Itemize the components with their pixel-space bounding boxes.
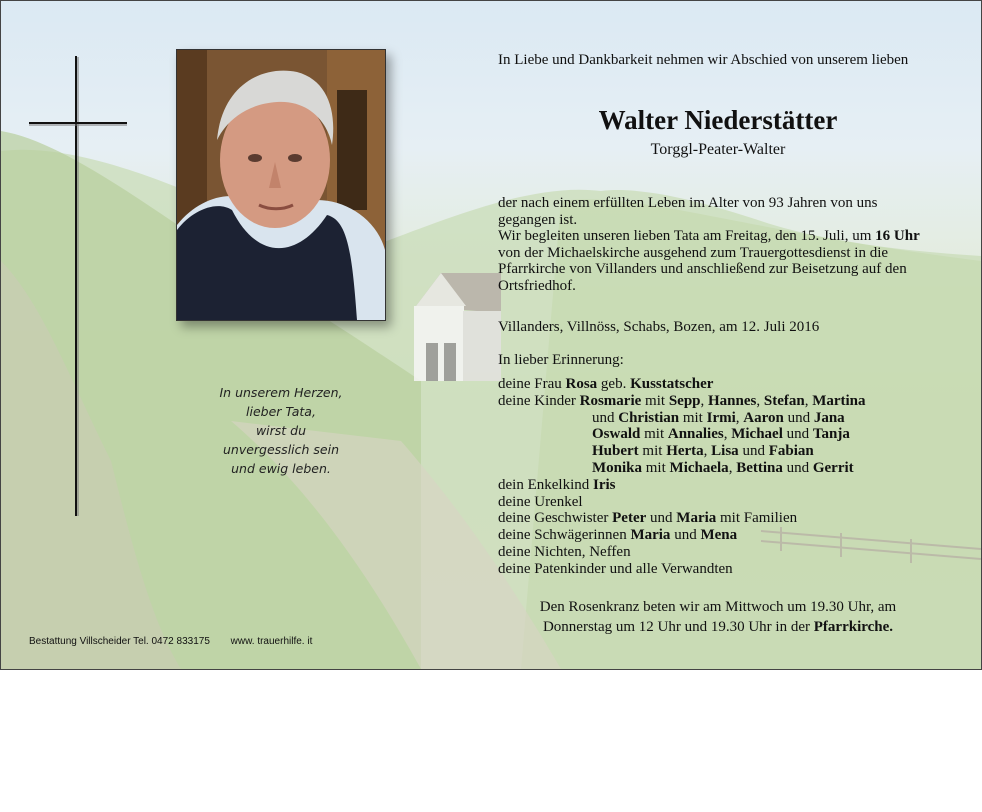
deceased-name: Walter Niederstätter	[598, 105, 838, 135]
relative-line-sisters-in-law	[498, 527, 938, 544]
text: ,	[700, 392, 708, 409]
name: Michaela	[669, 459, 729, 476]
name: Irmi	[706, 409, 736, 426]
relative-line-godchildren: deine Patenkinder und alle Verwandten	[498, 560, 733, 577]
name: Michael	[731, 426, 783, 443]
text: mit	[642, 459, 670, 476]
text: deine Geschwister	[498, 510, 613, 527]
name: Lisa	[711, 443, 739, 460]
text: und	[592, 409, 619, 426]
funeral-details-b: von der Michaelskirche ausgehend zum Trauergottesdienst in die Pfarrkirche von Villanders und anschließend zur Beisetzung auf den Ortsfriedhof.	[498, 244, 907, 294]
rosary-announcement	[498, 597, 938, 637]
relative-line-children-2	[498, 410, 938, 427]
text: mit	[641, 392, 669, 409]
rosary-line-1: Den Rosenkranz beten wir am Mittwoch um 19.30 Uhr, am	[539, 599, 897, 615]
relative-line-great-grandchildren: deine Urenkel	[498, 493, 583, 510]
text: und	[782, 426, 813, 443]
text: ,	[735, 409, 744, 426]
name: Annalies	[667, 426, 724, 443]
name: Stefan	[763, 392, 805, 409]
quote-line: In unserem Herzen,	[219, 385, 343, 400]
text: und	[738, 443, 769, 460]
quote-line: wirst du	[255, 423, 307, 438]
funeral-details	[498, 228, 938, 294]
text: ,	[756, 392, 764, 409]
name: Maria	[676, 510, 717, 527]
name: Gerrit	[812, 459, 854, 476]
name: Rosmarie	[579, 392, 642, 409]
text: Donnerstag um 12 Uhr und 19.30 Uhr in der	[542, 619, 814, 635]
name: Sepp	[668, 392, 701, 409]
funeral-details-a: Wir begleiten unseren lieben Tata am Freitag, den 15. Juli, um	[498, 228, 876, 244]
name: Fabian	[768, 443, 814, 460]
relative-line-children-4	[498, 443, 938, 460]
intro-text: In Liebe und Dankbarkeit nehmen wir Abschied von unserem lieben	[498, 52, 909, 68]
memorial-quote	[191, 383, 371, 478]
name: Bettina	[736, 459, 783, 476]
name: Jana	[813, 409, 845, 426]
name: Peter	[612, 510, 647, 527]
rosary-line-2	[498, 617, 938, 637]
relative-line-wife	[498, 376, 938, 393]
relative-line-children-3	[498, 426, 938, 443]
text: ,	[703, 443, 712, 460]
name: Martina	[812, 392, 866, 409]
name: Oswald	[592, 426, 641, 443]
quote-line: und ewig leben.	[231, 461, 331, 476]
name: Maria	[630, 527, 671, 544]
undertaker-info: Bestattung Villscheider Tel. 0472 833175	[29, 636, 210, 647]
announcement-body	[498, 195, 938, 294]
text: mit Familien	[716, 510, 798, 527]
name: Herta	[666, 443, 704, 460]
quote-line: lieber Tata,	[246, 404, 316, 419]
name: Aaron	[743, 409, 784, 426]
cross-icon	[1, 1, 141, 531]
memory-heading: In lieber Erinnerung:	[498, 352, 624, 368]
name: Hubert	[592, 443, 639, 460]
place: Pfarrkirche.	[813, 619, 894, 635]
text: ,	[728, 459, 737, 476]
relative-line-grandchild	[498, 477, 938, 494]
name: Kusstatscher	[630, 376, 714, 392]
name: Christian	[618, 409, 680, 426]
relative-line-children-1	[498, 393, 938, 410]
footer	[29, 636, 429, 647]
name: Tanja	[812, 426, 850, 443]
deceased-nickname: Torggl-Peater-Walter	[650, 141, 786, 158]
text: und	[782, 459, 813, 476]
portrait-photo	[176, 49, 386, 321]
text: deine Schwägerinnen	[498, 527, 631, 544]
quote-line: unvergesslich sein	[222, 442, 340, 457]
name: Mena	[700, 527, 738, 544]
text: deine Frau	[498, 376, 566, 392]
text: geb.	[597, 376, 631, 392]
text: und	[646, 510, 677, 527]
name: Rosa	[565, 376, 598, 392]
name: Iris	[592, 476, 616, 493]
text: deine Kinder	[498, 392, 580, 409]
text: und	[783, 409, 814, 426]
relative-line-nieces: deine Nichten, Neffen	[498, 543, 631, 560]
place-and-date: Villanders, Villnöss, Schabs, Bozen, am 12. Juli 2016	[498, 319, 820, 335]
relative-line-siblings	[498, 510, 938, 527]
funeral-time: 16 Uhr	[875, 228, 920, 244]
text: mit	[638, 443, 667, 460]
age-statement: der nach einem erfüllten Leben im Alter von 93 Jahren von uns gegangen ist.	[498, 195, 878, 228]
text: und	[670, 527, 701, 544]
name: Hannes	[708, 392, 757, 409]
relatives-list	[498, 376, 938, 578]
text: mit	[679, 409, 707, 426]
text: ,	[804, 392, 813, 409]
text: ,	[723, 426, 732, 443]
text: mit	[640, 426, 668, 443]
name: Monika	[592, 459, 643, 476]
relative-line-children-5	[498, 460, 938, 477]
website-link[interactable]: www. trauerhilfe. it	[230, 636, 313, 647]
text: dein Enkelkind	[498, 476, 593, 493]
